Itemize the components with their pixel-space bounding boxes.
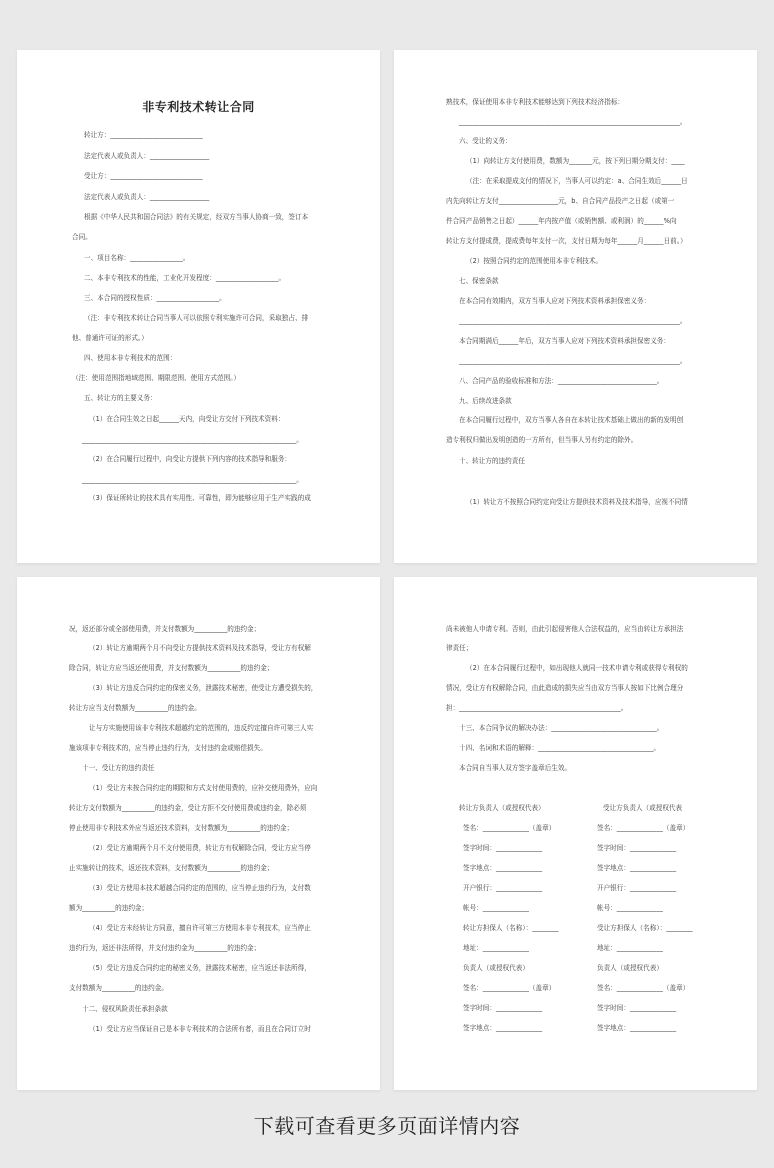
text-line: 内先向转让方支付__________________元，b、自合同产品投产之日起（或第一 — [446, 197, 675, 205]
signature-right-row: 签字时间：______________ — [597, 1004, 677, 1012]
text-line: （1）受让方应当保证自己是本非专利技术的合法所有者，而且在合同订立时 — [89, 1025, 311, 1033]
text-line: 三、本合同的授权性质：___________________。 — [84, 294, 226, 302]
text-line: （5）受让方违反合同约定的秘密义务，泄露技术秘密，应当返还非法所得， — [89, 964, 311, 972]
text-line: 九、后续改进条款 — [459, 397, 512, 405]
text-line: 十一、受让方的违约责任 — [82, 764, 155, 772]
text-line: （2）转让方逾期两个月不向受让方提供技术资料及技术指导，受让方有权解 — [89, 644, 311, 652]
text-line: 律责任； — [446, 644, 473, 652]
text-line: 转让方应当支付数额为__________的违约金。 — [69, 704, 201, 712]
document-page-2 — [394, 50, 757, 563]
signature-right-row: 受让方担保人（名称）：________ — [597, 924, 693, 932]
document-page-3 — [17, 577, 380, 1090]
text-line: 法定代表人或负责人：__________________ — [84, 193, 210, 201]
text-line: ___________________________________________________________________。 — [459, 317, 687, 325]
text-line: 法定代表人或负责人：__________________ — [84, 152, 210, 160]
text-line: 违约行为，返还非法所得，并支付违约金为__________的违约金； — [69, 944, 261, 952]
signature-left-row: 签名：______________（盖章） — [463, 984, 556, 992]
text-line: 二、本非专利技术的性能，工业化开发程度：___________________。 — [84, 274, 286, 282]
signature-left-row: 转让方担保人（名称）：________ — [463, 924, 559, 932]
text-line: 六、受让的义务： — [459, 137, 512, 145]
text-line: 十二、侵权风险责任承担条款 — [82, 1005, 168, 1013]
text-line: （2）在合同履行过程中，向受让方提供下列内容的技术指导和服务： — [89, 455, 292, 463]
signature-left-row: 开户银行：______________ — [463, 884, 543, 892]
text-line: _________________________________________________________________。 — [82, 436, 303, 444]
signature-right-header: 受让方负责人（或授权代表 — [603, 804, 683, 812]
text-line: （2）按照合同约定的范围使用本非专利技术。 — [466, 257, 603, 265]
text-line: 本合同期满后______年后，双方当事人应对下列技术资料承担保密义务： — [459, 337, 670, 345]
signature-left-row: 签字时间：______________ — [463, 1004, 543, 1012]
text-line: 除合同，转让方应当返还使用费，并支付数额为__________的违约金； — [69, 664, 274, 672]
signature-left-row: 签字时间：______________ — [463, 844, 543, 852]
document-page-1 — [17, 50, 380, 563]
signature-right-row: 签字时间：______________ — [597, 844, 677, 852]
text-line: 况，返还部分或全部使用费，并支付数额为__________的违约金； — [69, 625, 261, 633]
text-line: 十三、本合同争议的解决办法：________________________________。 — [459, 724, 664, 732]
signature-right-row: 开户银行：______________ — [597, 884, 677, 892]
text-line: 四、使用本非专利技术的范围： — [84, 354, 177, 362]
text-line: 支付数额为__________的违约金。 — [69, 984, 168, 992]
text-line: ___________________________________________________________________。 — [459, 118, 687, 126]
text-line: 一、项目名称：________________。 — [84, 254, 190, 262]
document-title: 非专利技术转让合同 — [142, 100, 255, 114]
text-line: 八、合同产品的验收标准和方法：______________________________。 — [459, 377, 664, 385]
text-line: （3）受让方使用本技术超越合同约定的范围的，应当停止违约行为，支付数 — [89, 884, 311, 892]
text-line: 转让方支付数额为__________的违约金，受让方拒不交付使用费或违约金，除必须 — [69, 804, 307, 812]
signature-right-row: 签字地点：______________ — [597, 864, 677, 872]
text-line: 十、转让方的违约责任 — [459, 457, 525, 465]
text-line: 十四、名词和术语的解释：___________________________________。 — [459, 744, 661, 752]
text-line: 在本合同履行过程中，双方当事人各自在本转让技术基础上做出的新的发明创 — [459, 416, 684, 424]
text-line: 在本合同有效期内，双方当事人应对下列技术资料承担保密义务： — [459, 297, 651, 305]
signature-left-row: 签字地点：______________ — [463, 864, 543, 872]
text-line: 情况，受让方有权解除合同，由此造成的损失应当由双方当事人按如下比例合理分 — [446, 684, 684, 692]
text-line: （2）在本合同履行过程中，如出现他人就同一技术申请专利或获得专利权的 — [466, 664, 688, 672]
document-page-4 — [394, 577, 757, 1090]
signature-left-row: 帐号：______________ — [463, 904, 529, 912]
signature-right-row: 签名：______________（盖章） — [597, 824, 690, 832]
download-prompt[interactable]: 下载可查看更多页面详情内容 — [253, 1114, 521, 1138]
signature-right-row: 地址：______________ — [597, 944, 663, 952]
signature-left-row: 负责人（或授权代表） — [463, 964, 529, 972]
text-line: 本合同自当事人双方签字盖章后生效。 — [459, 764, 572, 772]
text-line: （注：非专利技术转让合同当事人可以依照专利实施许可合同，采取独占、排 — [84, 314, 309, 322]
text-line: 转让方：____________________________ — [84, 131, 203, 139]
text-line: 造专利权归做出发明创造的一方所有，但当事人另有约定的除外。 — [446, 436, 638, 444]
signature-right-row: 负责人（或授权代表） — [597, 964, 663, 972]
text-line: （注：在采取提成支付的情况下，当事人可以约定：a、合同生效后______日 — [466, 177, 688, 185]
text-line: 七、保密条款 — [459, 277, 499, 285]
text-line: 尚未被他人申请专利。否则，由此引起侵害他人合法权益的，应当由转让方承担法 — [446, 625, 684, 633]
text-line: （1）转让方不按照合同约定向受让方提供技术资料及技术指导，应视不同情 — [466, 498, 688, 506]
text-line: _________________________________________________________________。 — [82, 476, 303, 484]
text-line: （注：使用范围指地域范围、期限范围、使用方式范围。） — [72, 374, 241, 382]
text-line: （1）向转让方支付使用费，数额为_______元，按下列日期分期支付：____ — [466, 157, 685, 165]
text-line: （3）转让方违反合同约定的保密义务，泄露技术秘密，使受让方遭受损失的， — [89, 684, 318, 692]
signature-left-row: 签名：______________（盖章） — [463, 824, 556, 832]
text-line: ___________________________________________________________________。 — [459, 357, 687, 365]
text-line: （4）受让方未经转让方同意，擅自许可第三方使用本非专利技术，应当停止 — [89, 924, 311, 932]
text-line: 让与方实施使用该非专利技术超越约定的范围的，违反约定擅自许可第三人实 — [89, 724, 314, 732]
text-line: 转让方支付提成费，提成费每年支付一次，支付日期为每年______月______日前。） — [446, 237, 687, 245]
text-line: 止实施转让的技术，返还技术资料，支付数额为__________的违约金； — [69, 864, 274, 872]
text-line: 额为__________的违约金； — [69, 904, 149, 912]
text-line: 担：_________________________________________________。 — [446, 704, 628, 712]
text-line: 合同。 — [72, 233, 92, 241]
text-line: 停止使用非专利技术外应当返还技术资料，支付数额为__________的违约金； — [69, 824, 294, 832]
signature-right-row: 签名：______________（盖章） — [597, 984, 690, 992]
text-line: 件合同产品销售之日起）______年内按产值（或销售额、或利润）的______%向 — [446, 217, 677, 225]
text-line: （3）保证所转让的技术具有实用性、可靠性，即为能够应用于生产实践的成 — [89, 494, 311, 502]
signature-left-row: 签字地点：______________ — [463, 1024, 543, 1032]
text-line: 根据《中华人民共和国合同法》的有关规定，经双方当事人协商一致，签订本 — [84, 213, 309, 221]
signature-left-row: 地址：______________ — [463, 944, 529, 952]
text-line: 施该项非专利技术的，应当停止违约行为，支付违约金或赔偿损失。 — [69, 744, 267, 752]
text-line: （1）受让方未按合同约定的期限和方式支付使用费的，应补交使用费外，应向 — [89, 784, 318, 792]
signature-right-row: 帐号：______________ — [597, 904, 663, 912]
text-line: 他、普通许可证的形式。） — [72, 334, 148, 342]
text-line: 熟技术，保证使用本非专利技术能够达到下列技术经济指标： — [446, 98, 625, 106]
text-line: 受让方：____________________________ — [84, 172, 203, 180]
text-line: （1）在合同生效之日起______天内，向受让方交付下列技术资料： — [89, 415, 285, 423]
signature-right-row: 签字地点：______________ — [597, 1024, 677, 1032]
signature-left-header: 转让方负责人（或授权代表） — [459, 804, 545, 812]
text-line: （2）受让方逾期两个月不支付使用费，转让方有权解除合同，受让方应当停 — [89, 844, 311, 852]
text-line: 五、转让方的主要义务： — [84, 394, 157, 402]
